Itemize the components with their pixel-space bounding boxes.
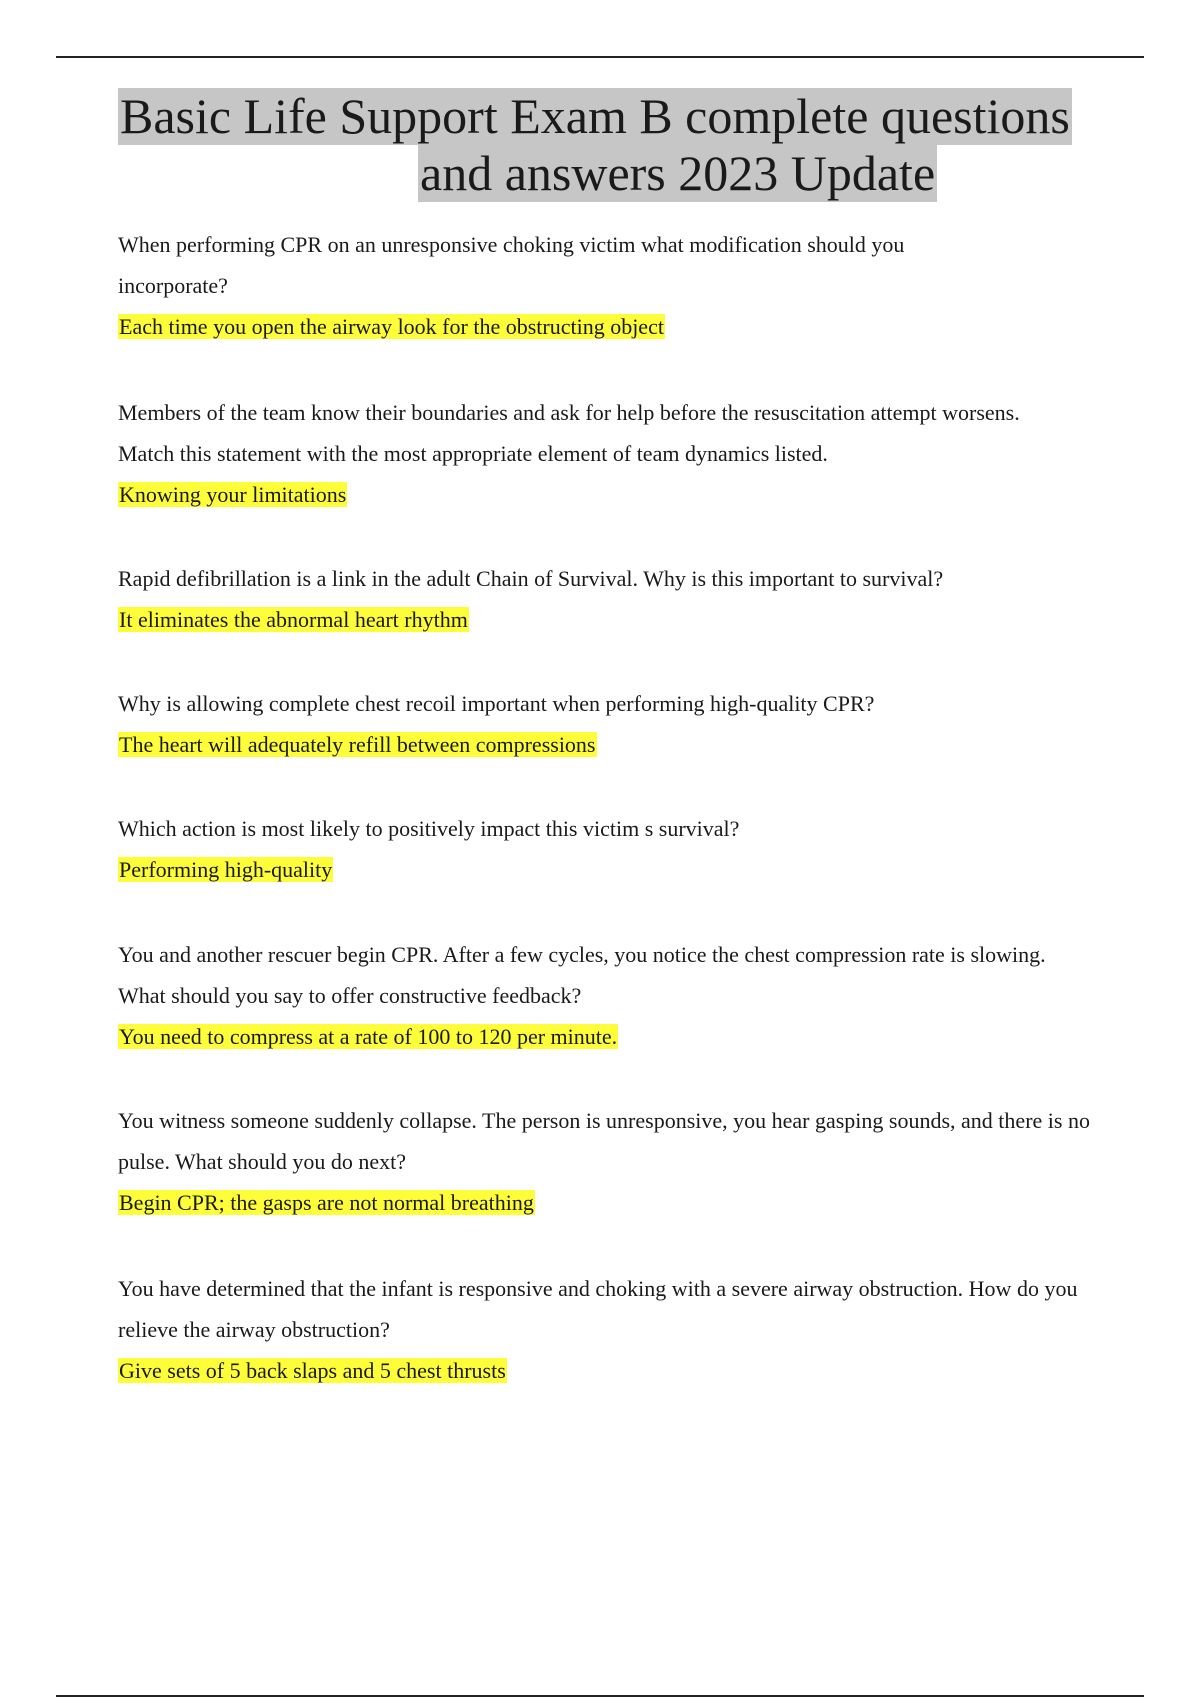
- qa-item-5: [118, 808, 1098, 890]
- qa-item-4: [118, 683, 1098, 765]
- question-text: When performing CPR on an unresponsive choking victim what modification should you incorporate?: [118, 232, 905, 298]
- answer-highlight: The heart will adequately refill between compressions: [119, 732, 596, 757]
- answer-highlight: Give sets of 5 back slaps and 5 chest thrusts: [119, 1358, 506, 1383]
- answer-text: [118, 724, 1098, 765]
- qa-item-8: [118, 1268, 1078, 1391]
- answer-text: [118, 306, 998, 347]
- question-text: Members of the team know their boundaries and ask for help before the resuscitation attempt worsens. Match this statement with the most appropriate element of team dynamics listed.: [118, 400, 1020, 466]
- qa-item-1: [118, 224, 998, 347]
- answer-text: [118, 474, 1048, 515]
- answer-highlight: Each time you open the airway look for the obstructing object: [119, 314, 664, 339]
- answer-text: [118, 1016, 1058, 1057]
- answer-highlight: It eliminates the abnormal heart rhythm: [119, 607, 468, 632]
- title-line-1: Basic Life Support Exam B complete questions: [120, 88, 1070, 144]
- bottom-rule: [56, 1695, 1144, 1697]
- qa-item-6: [118, 934, 1058, 1057]
- question-text: Why is allowing complete chest recoil important when performing high-quality CPR?: [118, 691, 875, 716]
- question-text: Rapid defibrillation is a link in the adult Chain of Survival. Why is this important to survival?: [118, 566, 944, 591]
- answer-text: [118, 599, 1098, 640]
- question-text: You have determined that the infant is responsive and choking with a severe airway obstruction. How do you relieve the airway obstruction?: [118, 1276, 1078, 1342]
- title-line-2: and answers 2023 Update: [420, 145, 936, 201]
- question-text: You and another rescuer begin CPR. After a few cycles, you notice the chest compression rate is slowing. What should you say to offer constructive feedback?: [118, 942, 1046, 1008]
- question-text: Which action is most likely to positively impact this victim s survival?: [118, 816, 740, 841]
- answer-highlight: Begin CPR; the gasps are not normal breathing: [119, 1190, 534, 1215]
- qa-item-7: [118, 1100, 1118, 1223]
- top-rule: [56, 56, 1144, 58]
- answer-text: [118, 1182, 1118, 1223]
- qa-item-3: [118, 558, 1098, 640]
- question-text: You witness someone suddenly collapse. The person is unresponsive, you hear gasping sounds, and there is no pulse. What should you do next?: [118, 1108, 1090, 1174]
- answer-text: [118, 1350, 1078, 1391]
- page-title: [118, 88, 1078, 202]
- qa-item-2: [118, 392, 1048, 515]
- answer-highlight: Knowing your limitations: [119, 482, 347, 507]
- answer-text: [118, 849, 1098, 890]
- answer-highlight: You need to compress at a rate of 100 to 120 per minute.: [119, 1024, 618, 1049]
- answer-highlight: Performing high-quality: [119, 857, 333, 882]
